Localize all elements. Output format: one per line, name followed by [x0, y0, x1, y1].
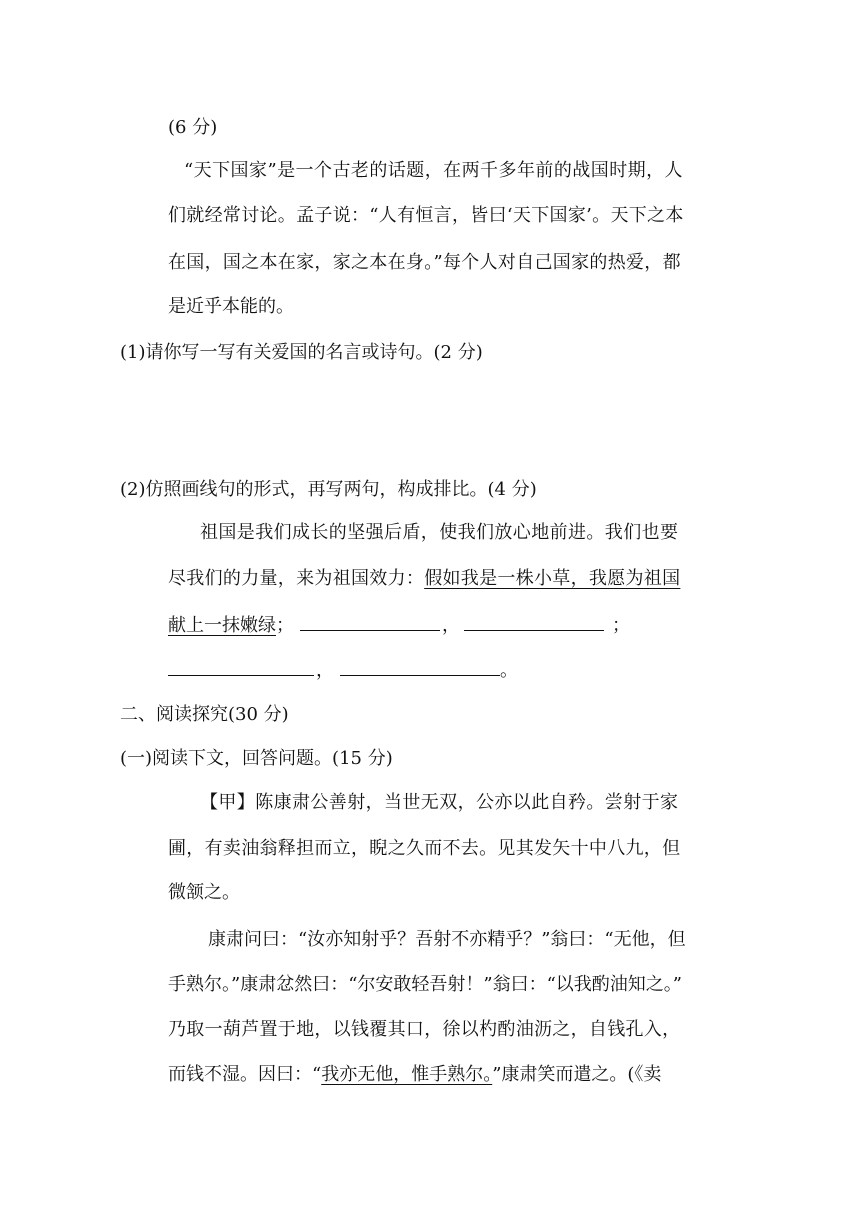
passage-text: 而钱不湿。因曰：“ — [168, 1064, 322, 1085]
question-1: (1)请你写一写有关爱国的名言或诗句。(2 分) — [120, 342, 483, 363]
passage-text: ”康肃笑而遣之。(《卖 — [492, 1064, 662, 1085]
question-score: (6 分) — [168, 117, 218, 138]
q2-paragraph-line-1: 祖国是我们成长的坚强后盾，使我们放心地前进。我们也要 — [200, 522, 679, 543]
semicolon: ； — [276, 615, 294, 636]
answer-blank-1[interactable] — [300, 612, 440, 631]
comma: ， — [442, 615, 460, 636]
comma: ， — [316, 660, 334, 681]
passage-p1-line-2: 圃，有卖油翁释担而立，睨之久而不去。见其发矢十中八九，但 — [168, 838, 681, 859]
answer-blank-3[interactable] — [168, 657, 314, 676]
q2-plain-text: 尽我们的力量，来为祖国效力： — [168, 568, 425, 589]
underlined-quote: 我亦无他，惟手熟尔。 — [321, 1064, 493, 1085]
answer-blank-2[interactable] — [464, 612, 604, 631]
intro-line-1: “天下国家”是一个古老的话题，在两千多年前的战国时期，人 — [184, 160, 684, 181]
intro-line-4: 是近乎本能的。 — [168, 296, 294, 317]
passage-p1-line-3: 微颔之。 — [168, 882, 240, 903]
model-sentence-part-1: 假如我是一株小草，我愿为祖国 — [424, 568, 681, 589]
semicolon: ； — [612, 615, 630, 636]
period: 。 — [500, 660, 518, 681]
q2-paragraph-line-3 — [168, 612, 630, 639]
subsection-title: (一)阅读下文，回答问题。(15 分) — [120, 748, 393, 769]
intro-line-2: 们就经常讨论。孟子说：“人有恒言，皆曰‘天下国家’。天下之本 — [168, 205, 684, 226]
model-sentence-part-2: 献上一抹嫩绿 — [168, 615, 276, 636]
answer-blank-4[interactable] — [340, 657, 500, 676]
passage-p2-line-1: 康肃问曰：“汝亦知射乎？吾射不亦精乎？”翁曰：“无他，但 — [208, 929, 686, 950]
passage-p1-line-1: 【甲】陈康肃公善射，当世无双，公亦以此自矜。尝射于家 — [200, 792, 679, 813]
intro-line-3: 在国，国之本在家，家之本在身。”每个人对自己国家的热爱，都 — [168, 252, 681, 273]
question-2: (2)仿照画线句的形式，再写两句，构成排比。(4 分) — [120, 479, 537, 500]
passage-p2-line-3: 乃取一葫芦置于地，以钱覆其口，徐以杓酌油沥之，自钱孔入， — [168, 1019, 681, 1040]
section-title: 二、阅读探究(30 分) — [120, 704, 289, 725]
q2-paragraph-line-2 — [168, 566, 680, 592]
q2-paragraph-line-4 — [168, 657, 518, 684]
passage-p2-line-2: 手熟尔。”康肃忿然曰：“尔安敢轻吾射！”翁曰：“以我酌油知之。” — [168, 974, 683, 995]
passage-p2-line-4 — [168, 1062, 661, 1088]
